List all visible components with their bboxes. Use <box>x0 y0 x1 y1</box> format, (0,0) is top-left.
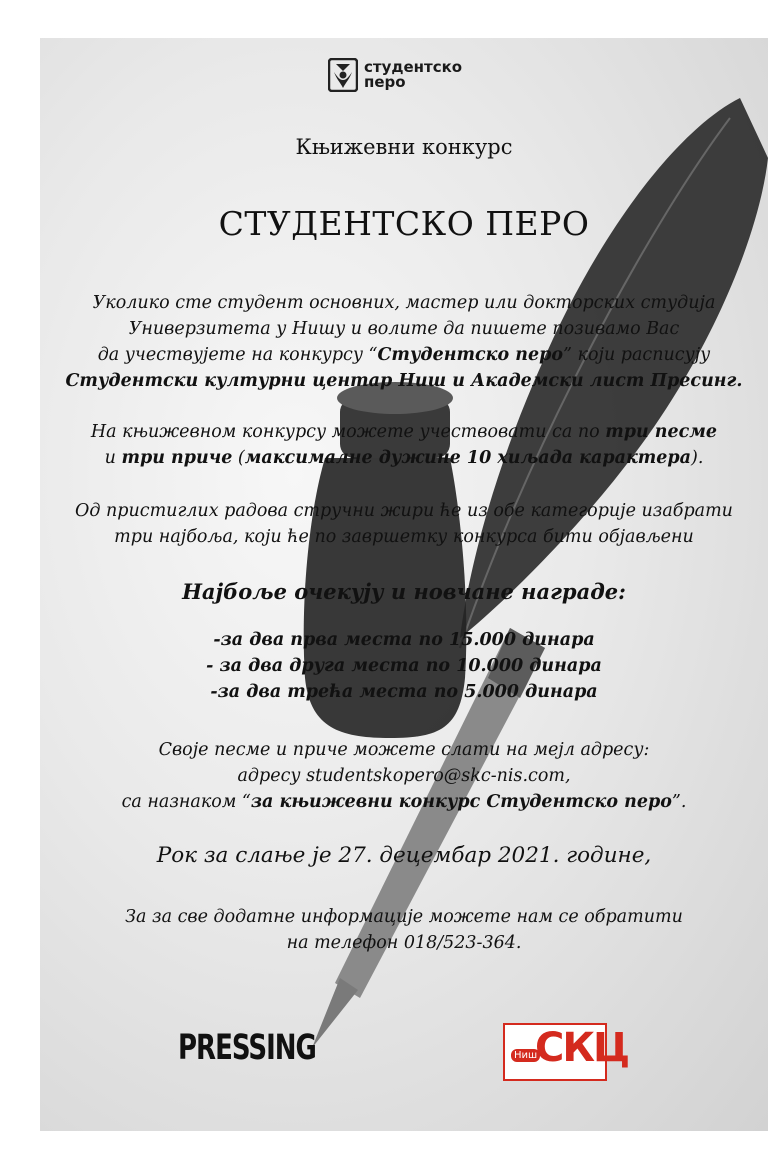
contact-line1: За за све додатне информације можете нам се обратити <box>125 907 683 927</box>
prize-item: -за два трећа места по 5.000 динара <box>210 682 598 702</box>
submit-paragraph <box>40 737 768 815</box>
jury-paragraph <box>40 498 768 550</box>
submit-email[interactable]: адресу studentskopero@skc-nis.com, <box>237 766 571 786</box>
intro-paragraph <box>40 290 768 394</box>
prize-item: - за два друга места по 10.000 динара <box>206 656 602 676</box>
rules-line2: и три приче (максималне дужине 10 хиљада карактера). <box>104 448 704 468</box>
logo-line1: студентско <box>364 58 463 76</box>
pressing-logo: PRESSING <box>178 1028 316 1069</box>
poster <box>40 38 768 1131</box>
skc-city-label: Ниш <box>511 1049 540 1062</box>
subtitle: Књижевни конкурс <box>295 135 513 159</box>
rules-line1: На књижевном конкурсу можете учествовати са по три песме <box>90 422 718 442</box>
page-title: СТУДЕНТСКО ПЕРО <box>218 204 590 243</box>
jury-line2: три најбоља, који ће по завршетку конкурса бити објављени <box>114 527 694 547</box>
rules-paragraph <box>40 419 768 471</box>
deadline: Рок за слање је 27. децембар 2021. године, <box>156 843 652 868</box>
prizes-list <box>40 627 768 705</box>
contact-paragraph <box>40 904 768 956</box>
intro-line2: Универзитета у Нишу и волите да пишете позивамо Вас <box>128 319 680 339</box>
prize-item: -за два прва места по 15.000 динара <box>213 630 595 650</box>
intro-line1: Уколико сте студент основних, мастер или докторских студија <box>92 293 716 313</box>
intro-line3: да учествујете на конкурсу “Студентско перо” који расписују <box>97 345 711 365</box>
jury-line1: Од пристиглих радова стручни жири ће из обе категорије изабрати <box>75 501 733 521</box>
pen-person-icon <box>328 58 358 92</box>
contact-phone[interactable]: на телефон 018/523-364. <box>286 933 522 953</box>
submit-line3: са назнаком “за књижевни конкурс Студентско перо”. <box>121 792 687 812</box>
logo-line2: перо <box>364 73 406 91</box>
skc-letters: СКЦ <box>535 1025 629 1071</box>
intro-line4: Студентски културни центар Ниш и Академски лист Пресинг. <box>65 371 743 391</box>
submit-line1: Своје песме и приче можете слати на мејл адресу: <box>158 740 650 760</box>
prizes-heading: Најбоље очекују и новчане награде: <box>182 579 626 604</box>
skc-logo <box>503 1023 629 1081</box>
studentsko-pero-logo <box>328 58 462 92</box>
